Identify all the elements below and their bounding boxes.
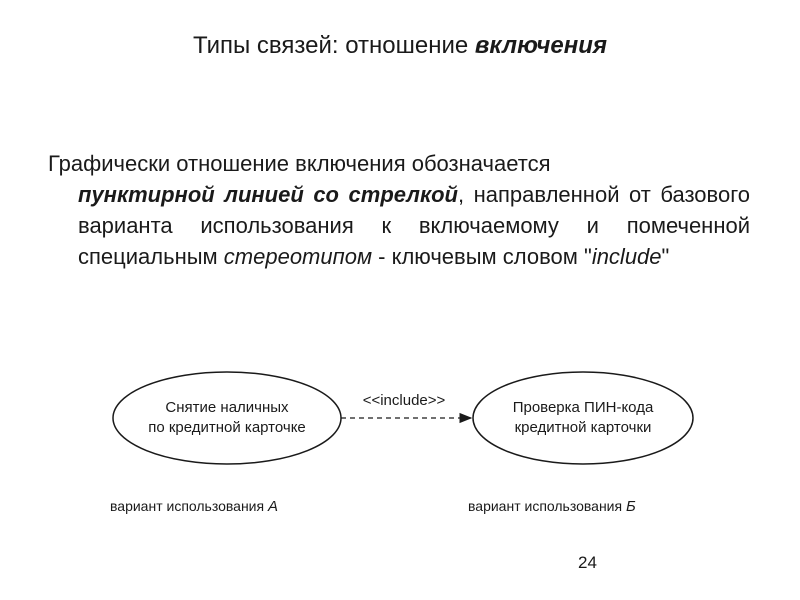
use-case-a-line-2: по кредитной карточке [148,419,306,436]
paragraph-bold-phrase: пунктирной линией со стрелкой [78,182,458,207]
caption-a-letter: А [267,498,278,515]
paragraph-italic-include: include [591,244,662,269]
paragraph-text-4: " [661,244,670,269]
paragraph-italic-stereotype: стереотипом [223,244,373,269]
use-case-b-line-2: кредитной карточки [514,419,652,436]
page-number: 24 [578,553,597,572]
use-case-a-ellipse [113,372,341,464]
paragraph-line-1: Графически отношение включения обозначается [48,151,551,176]
caption-use-case-b [468,498,636,515]
title-emphasis: включения [474,32,607,59]
use-case-a-line-1: Снятие наличных [165,399,289,416]
title-prefix: Типы связей: отношение [193,32,475,59]
use-case-b-line-1: Проверка ПИН-кода [512,399,654,416]
use-case-b-ellipse [473,372,693,464]
paragraph-text-2: , направленной от базового варианта использования к включаемому и помеченной специальным [78,182,750,269]
caption-b-text: вариант использования [468,498,626,514]
caption-a-text: вариант использования [110,498,268,514]
paragraph-text-3: - ключевым словом " [372,244,592,269]
caption-use-case-a [110,498,278,515]
caption-b-letter: Б [625,498,636,515]
include-stereotype-label: <<include>> [362,392,446,409]
